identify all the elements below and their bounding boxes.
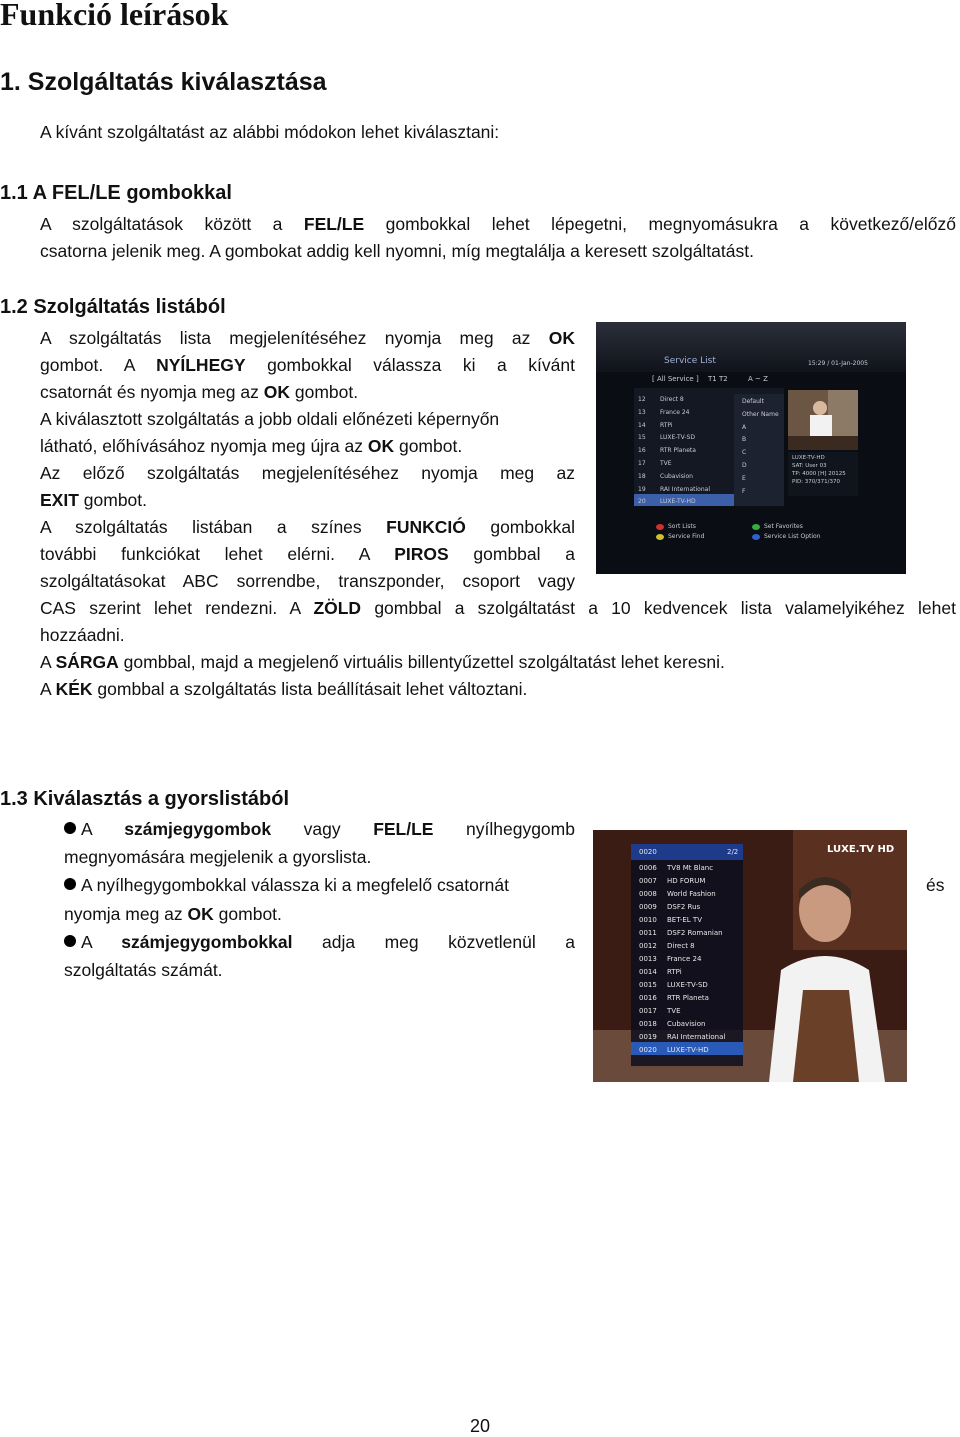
quick-list-screenshot: [593, 830, 907, 1082]
preview-counter: [788, 436, 858, 450]
section-1-1-heading: 1.1 A FEL/LE gombokkal: [0, 182, 232, 204]
service-list-datetime: 15:29 / 01-Jan-2005: [808, 360, 868, 367]
bullet-icon: [64, 935, 76, 947]
section-1-2-line-4: A kiválasztott szolgáltatás a jobb oldali előnézeti képernyőn: [40, 409, 500, 429]
sort-lists-label: Sort Lists: [668, 523, 696, 530]
service-list-group-column: [734, 394, 784, 506]
section-1-2-line-6: Az előző szolgáltatás megjelenítéséhez nyomja meg az: [40, 463, 575, 483]
set-favorites-label: Set Favorites: [764, 523, 803, 530]
bullet-1-line-2: megnyomására megjelenik a gyorslista.: [64, 847, 372, 867]
service-list-tab-all: [ All Service ]: [652, 375, 699, 383]
section-1-2-line-11: CAS szerint lehet rendezni. A ZÖLD gombbal a szolgáltatást a 10 kedvencek lista valamelyikéhez lehet: [40, 598, 956, 618]
green-button-icon: [752, 524, 760, 530]
bullet-2-line-1: A nyílhegygombokkal válassza ki a megfelelő csatornát: [64, 872, 509, 899]
bullet-2-line-2: nyomja meg az OK gombot.: [64, 904, 282, 924]
service-list-info-box: [788, 452, 858, 496]
section-1-1-line-1: A szolgáltatások között a FEL/LE gombokkal lehet lépegetni, megnyomásukra a következő/előző: [40, 214, 956, 234]
section-1-heading: 1. Szolgáltatás kiválasztása: [0, 68, 327, 96]
preview-chef-head: [813, 401, 827, 415]
section-1-2-line-7: EXIT gombot.: [40, 490, 148, 510]
yellow-button-icon: [656, 534, 664, 540]
service-list-groups: Default Other Name A B C D E F: [742, 398, 779, 495]
service-list-numbers: 12 13 14 15 16 17 18 19 20: [638, 396, 646, 506]
bullet-2-line-1-end: és: [926, 875, 945, 895]
quick-list-channels: TV8 Mt Blanc HD FORUM World Fashion DSF2 Rus BET-EL TV DSF2 Romanian Direct 8 France 24 RTPi LUXE-TV-SD RTR Planeta TVE Cubavision RAI International LUXE-TV-HD: [667, 864, 726, 1054]
qbg-chef-apron: [793, 990, 859, 1082]
section-1-2-line-2: gombot. A NYÍLHEGY gombokkal válassza ki a kívánt: [40, 355, 575, 375]
service-list-tab-az: A ~ Z: [748, 375, 768, 383]
luxe-tv-logo: LUXE.TV HD: [827, 844, 895, 855]
section-1-1-line-2: csatorna jelenik meg. A gombokat addig kell nyomni, míg megtalálja a keresett szolgáltatást.: [40, 241, 754, 261]
section-1-2-line-5: látható, előhívásához nyomja meg újra az OK gombot.: [40, 436, 463, 456]
bullet-3-line-2: szolgáltatás számát.: [64, 960, 223, 980]
section-1-2-line-10: szolgáltatásokat ABC sorrendbe, transzponder, csoport vagy: [40, 571, 575, 591]
bullet-icon: [64, 878, 76, 890]
section-1-2-line-9: további funkciókat lehet elérni. A PIROS gombbal a: [40, 544, 575, 564]
quick-list-page: 2/2: [727, 848, 739, 856]
page-number: 20: [469, 1416, 491, 1436]
service-list-preview-image: [788, 390, 858, 450]
quick-list-current: 0020: [639, 848, 657, 856]
red-button-icon: [656, 524, 664, 530]
service-list-channels: Direct 8 France 24 RTPi LUXE-TV-SD RTR Planeta TVE Cubavision RAI International LUXE-TV-HD: [660, 396, 711, 506]
service-list-info: LUXE-TV-HD SAT: User 03 TP: 4000 [H] 20125 PID: 370/371/370: [792, 455, 846, 485]
section-1-2-line-3: csatornát és nyomja meg az OK gombot.: [40, 382, 359, 402]
section-1-intro: A kívánt szolgáltatást az alábbi módokon lehet kiválasztani:: [40, 122, 500, 142]
section-1-2-line-13: A SÁRGA gombbal, majd a megjelenő virtuális billentyűzettel szolgáltatást lehet keresni.: [40, 652, 725, 672]
service-find-label: Service Find: [668, 533, 705, 540]
section-1-2-line-1: A szolgáltatás lista megjelenítéséhez nyomja meg az OK: [40, 328, 575, 348]
quick-list-numbers: 0006 0007 0008 0009 0010 0011 0012 0013 0014 0015 0016 0017 0018 0019 0020: [639, 864, 657, 1054]
section-1-2-heading: 1.2 Szolgáltatás listából: [0, 296, 226, 318]
section-1-2-line-14: A KÉK gombbal a szolgáltatás lista beállításait lehet változtani.: [40, 679, 528, 699]
section-1-2-line-8: A szolgáltatás listában a színes FUNKCIÓ gombokkal: [40, 517, 575, 537]
bullet-3-line-1: A számjegygombokkal adja meg közvetlenül a: [64, 929, 575, 956]
blue-button-icon: [752, 534, 760, 540]
service-list-title: Service List: [664, 356, 716, 366]
section-1-2-line-12: hozzáadni.: [40, 625, 125, 645]
service-list-screenshot: [596, 322, 906, 574]
bullet-1-line-1: A számjegygombok vagy FEL/LE nyílhegygomb: [64, 816, 575, 843]
section-1-3-heading: 1.3 Kiválasztás a gyorslistából: [0, 788, 290, 810]
service-list-tab-t: T1 T2: [708, 375, 728, 383]
service-list-option-label: Service List Option: [764, 533, 821, 540]
document-title: Funkció leírások: [0, 0, 229, 32]
bullet-icon: [64, 822, 76, 834]
